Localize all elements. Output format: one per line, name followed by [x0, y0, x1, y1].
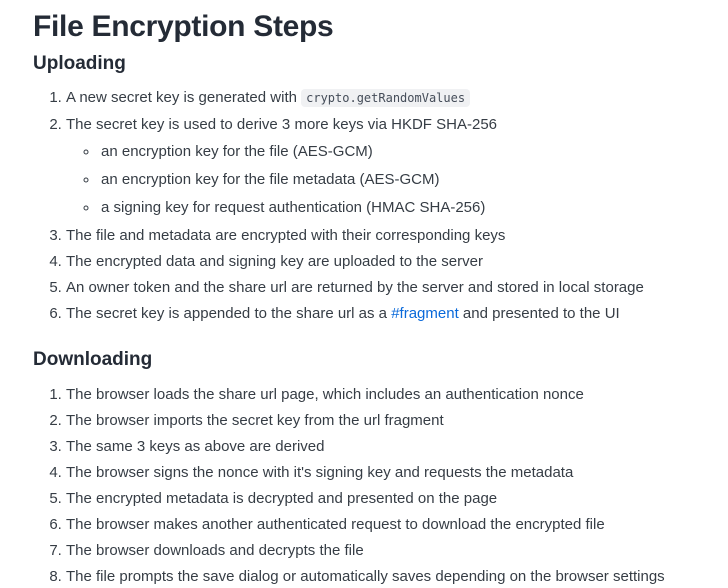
section-uploading [33, 53, 695, 324]
section-heading: Downloading [33, 349, 153, 371]
list-item [66, 115, 695, 217]
list-item-text: The encrypted data and signing key are uploaded to the server [66, 253, 483, 271]
list-item-text: The browser makes another authenticated request to download the encrypted file [66, 516, 605, 534]
list-item-text: The same 3 keys as above are derived [66, 438, 325, 456]
inline-code: crypto.getRandomValues [301, 89, 470, 107]
list-item-text: The file and metadata are encrypted with their corresponding keys [66, 227, 506, 245]
list-item [66, 567, 695, 586]
list-item-text: The browser signs the nonce with it's signing key and requests the metadata [66, 464, 574, 482]
step-list [33, 88, 695, 323]
sub-list-item: ◦ a signing key for request authentication (HMAC SHA-256) [99, 198, 695, 217]
list-item [66, 515, 695, 534]
list-item [66, 252, 695, 271]
list-item [66, 463, 695, 482]
list-item-text: A new secret key is generated with [66, 89, 302, 107]
list-item-text: An owner token and the share url are returned by the server and stored in local storage [66, 279, 644, 297]
document [33, 10, 695, 586]
list-item-text: The secret key is appended to the share url as a [66, 305, 392, 323]
sub-list-item: ◦ an encryption key for the file metadata (AES-GCM) [99, 170, 695, 189]
list-item [66, 541, 695, 560]
page-title: File Encryption Steps [33, 10, 334, 43]
list-item [66, 304, 695, 323]
list-item-text: The browser imports the secret key from the url fragment [66, 412, 444, 430]
section-heading: Uploading [33, 52, 126, 74]
list-item-text: The browser downloads and decrypts the file [66, 542, 364, 560]
step-list [33, 385, 695, 586]
section-downloading [33, 349, 695, 586]
list-item-text: The browser loads the share url page, which includes an authentication nonce [66, 386, 584, 404]
list-item [66, 385, 695, 404]
sections-container [33, 53, 695, 587]
sub-list [66, 142, 695, 217]
list-item [66, 437, 695, 456]
list-item [66, 489, 695, 508]
list-item [66, 226, 695, 245]
fragment-link[interactable]: #fragment [391, 305, 459, 323]
list-item [66, 411, 695, 430]
list-item-text: The secret key is used to derive 3 more keys via HKDF SHA-256 [66, 116, 498, 134]
list-item [66, 278, 695, 297]
list-item-text: and presented to the UI [458, 305, 620, 323]
list-item-text: The encrypted metadata is decrypted and presented on the page [66, 490, 498, 508]
list-item [66, 88, 695, 108]
list-item-text: The file prompts the save dialog or automatically saves depending on the browser settings [66, 568, 665, 586]
sub-list-item: ◦ an encryption key for the file (AES-GCM) [99, 142, 695, 161]
